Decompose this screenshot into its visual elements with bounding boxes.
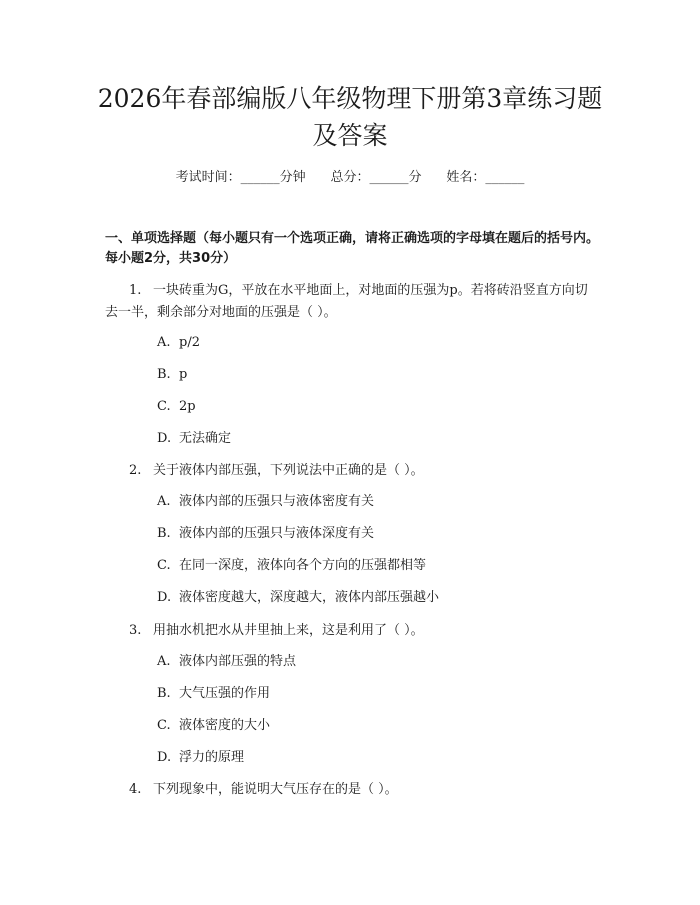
question-number: 1. bbox=[129, 283, 142, 298]
option-letter: D. bbox=[157, 590, 172, 605]
option-text: 大气压强的作用 bbox=[179, 686, 271, 701]
question-1 bbox=[105, 280, 600, 324]
question-1-option-b bbox=[157, 365, 597, 385]
question-number: 4. bbox=[129, 782, 142, 797]
option-letter: A. bbox=[157, 494, 171, 509]
option-text: 液体内部的压强只与液体深度有关 bbox=[179, 526, 375, 541]
question-3-option-d bbox=[157, 748, 597, 768]
document-title: 2026年春部编版八年级物理下册第3章练习题及答案 bbox=[97, 84, 603, 150]
question-number: 3. bbox=[129, 623, 142, 638]
score-label: 总分： bbox=[330, 170, 370, 185]
question-text: 一块砖重为G，平放在水平地面上，对地面的压强为p。若将砖沿竖直方向切去一半，剩余部分对地面的压强是（ ）。 bbox=[105, 283, 588, 320]
question-3 bbox=[105, 620, 600, 642]
option-letter: C. bbox=[157, 558, 171, 573]
time-unit: 分钟 bbox=[279, 170, 306, 185]
option-text: 液体密度越大，深度越大，液体内部压强越小 bbox=[179, 590, 440, 605]
time-label: 考试时间： bbox=[175, 170, 241, 185]
option-letter: D. bbox=[157, 431, 172, 446]
question-text: 关于液体内部压强，下列说法中正确的是（ ）。 bbox=[153, 463, 424, 478]
name-label: 姓名： bbox=[446, 170, 486, 185]
question-3-option-a bbox=[157, 652, 597, 672]
question-number: 2. bbox=[129, 463, 142, 478]
option-text: 浮力的原理 bbox=[179, 750, 245, 765]
option-letter: A. bbox=[157, 335, 171, 350]
time-blank: ______ bbox=[240, 170, 280, 185]
option-text: p/2 bbox=[179, 335, 200, 350]
question-text: 下列现象中，能说明大气压存在的是（ ）。 bbox=[153, 782, 398, 797]
section-heading: 一、单项选择题（每小题只有一个选项正确，请将正确选项的字母填在题后的括号内。每小题2分，共30分） bbox=[105, 231, 600, 266]
question-3-option-b bbox=[157, 684, 597, 704]
question-2 bbox=[105, 460, 600, 482]
question-1-option-d bbox=[157, 429, 597, 449]
question-text: 用抽水机把水从井里抽上来，这是利用了（ ）。 bbox=[153, 623, 424, 638]
name-blank: ______ bbox=[485, 170, 525, 185]
option-letter: C. bbox=[157, 399, 171, 414]
question-2-option-b bbox=[157, 524, 597, 544]
option-text: 无法确定 bbox=[179, 431, 232, 446]
option-text: 液体密度的大小 bbox=[179, 718, 271, 733]
option-letter: A. bbox=[157, 654, 171, 669]
question-2-option-d bbox=[157, 588, 597, 608]
option-letter: B. bbox=[157, 526, 171, 541]
option-letter: B. bbox=[157, 367, 171, 382]
question-1-option-a bbox=[157, 333, 597, 353]
question-3-option-c bbox=[157, 716, 597, 736]
exam-info-line bbox=[0, 168, 700, 188]
score-blank: ______ bbox=[369, 170, 409, 185]
question-1-option-c bbox=[157, 397, 597, 417]
score-unit: 分 bbox=[408, 170, 422, 185]
option-text: 在同一深度，液体向各个方向的压强都相等 bbox=[179, 558, 427, 573]
option-text: 液体内部的压强只与液体密度有关 bbox=[179, 494, 375, 509]
option-letter: D. bbox=[157, 750, 172, 765]
option-text: p bbox=[179, 367, 188, 382]
option-letter: B. bbox=[157, 686, 171, 701]
option-text: 液体内部压强的特点 bbox=[179, 654, 297, 669]
option-text: 2p bbox=[179, 399, 196, 414]
question-2-option-c bbox=[157, 556, 597, 576]
question-4 bbox=[105, 779, 600, 801]
option-letter: C. bbox=[157, 718, 171, 733]
question-2-option-a bbox=[157, 492, 597, 512]
